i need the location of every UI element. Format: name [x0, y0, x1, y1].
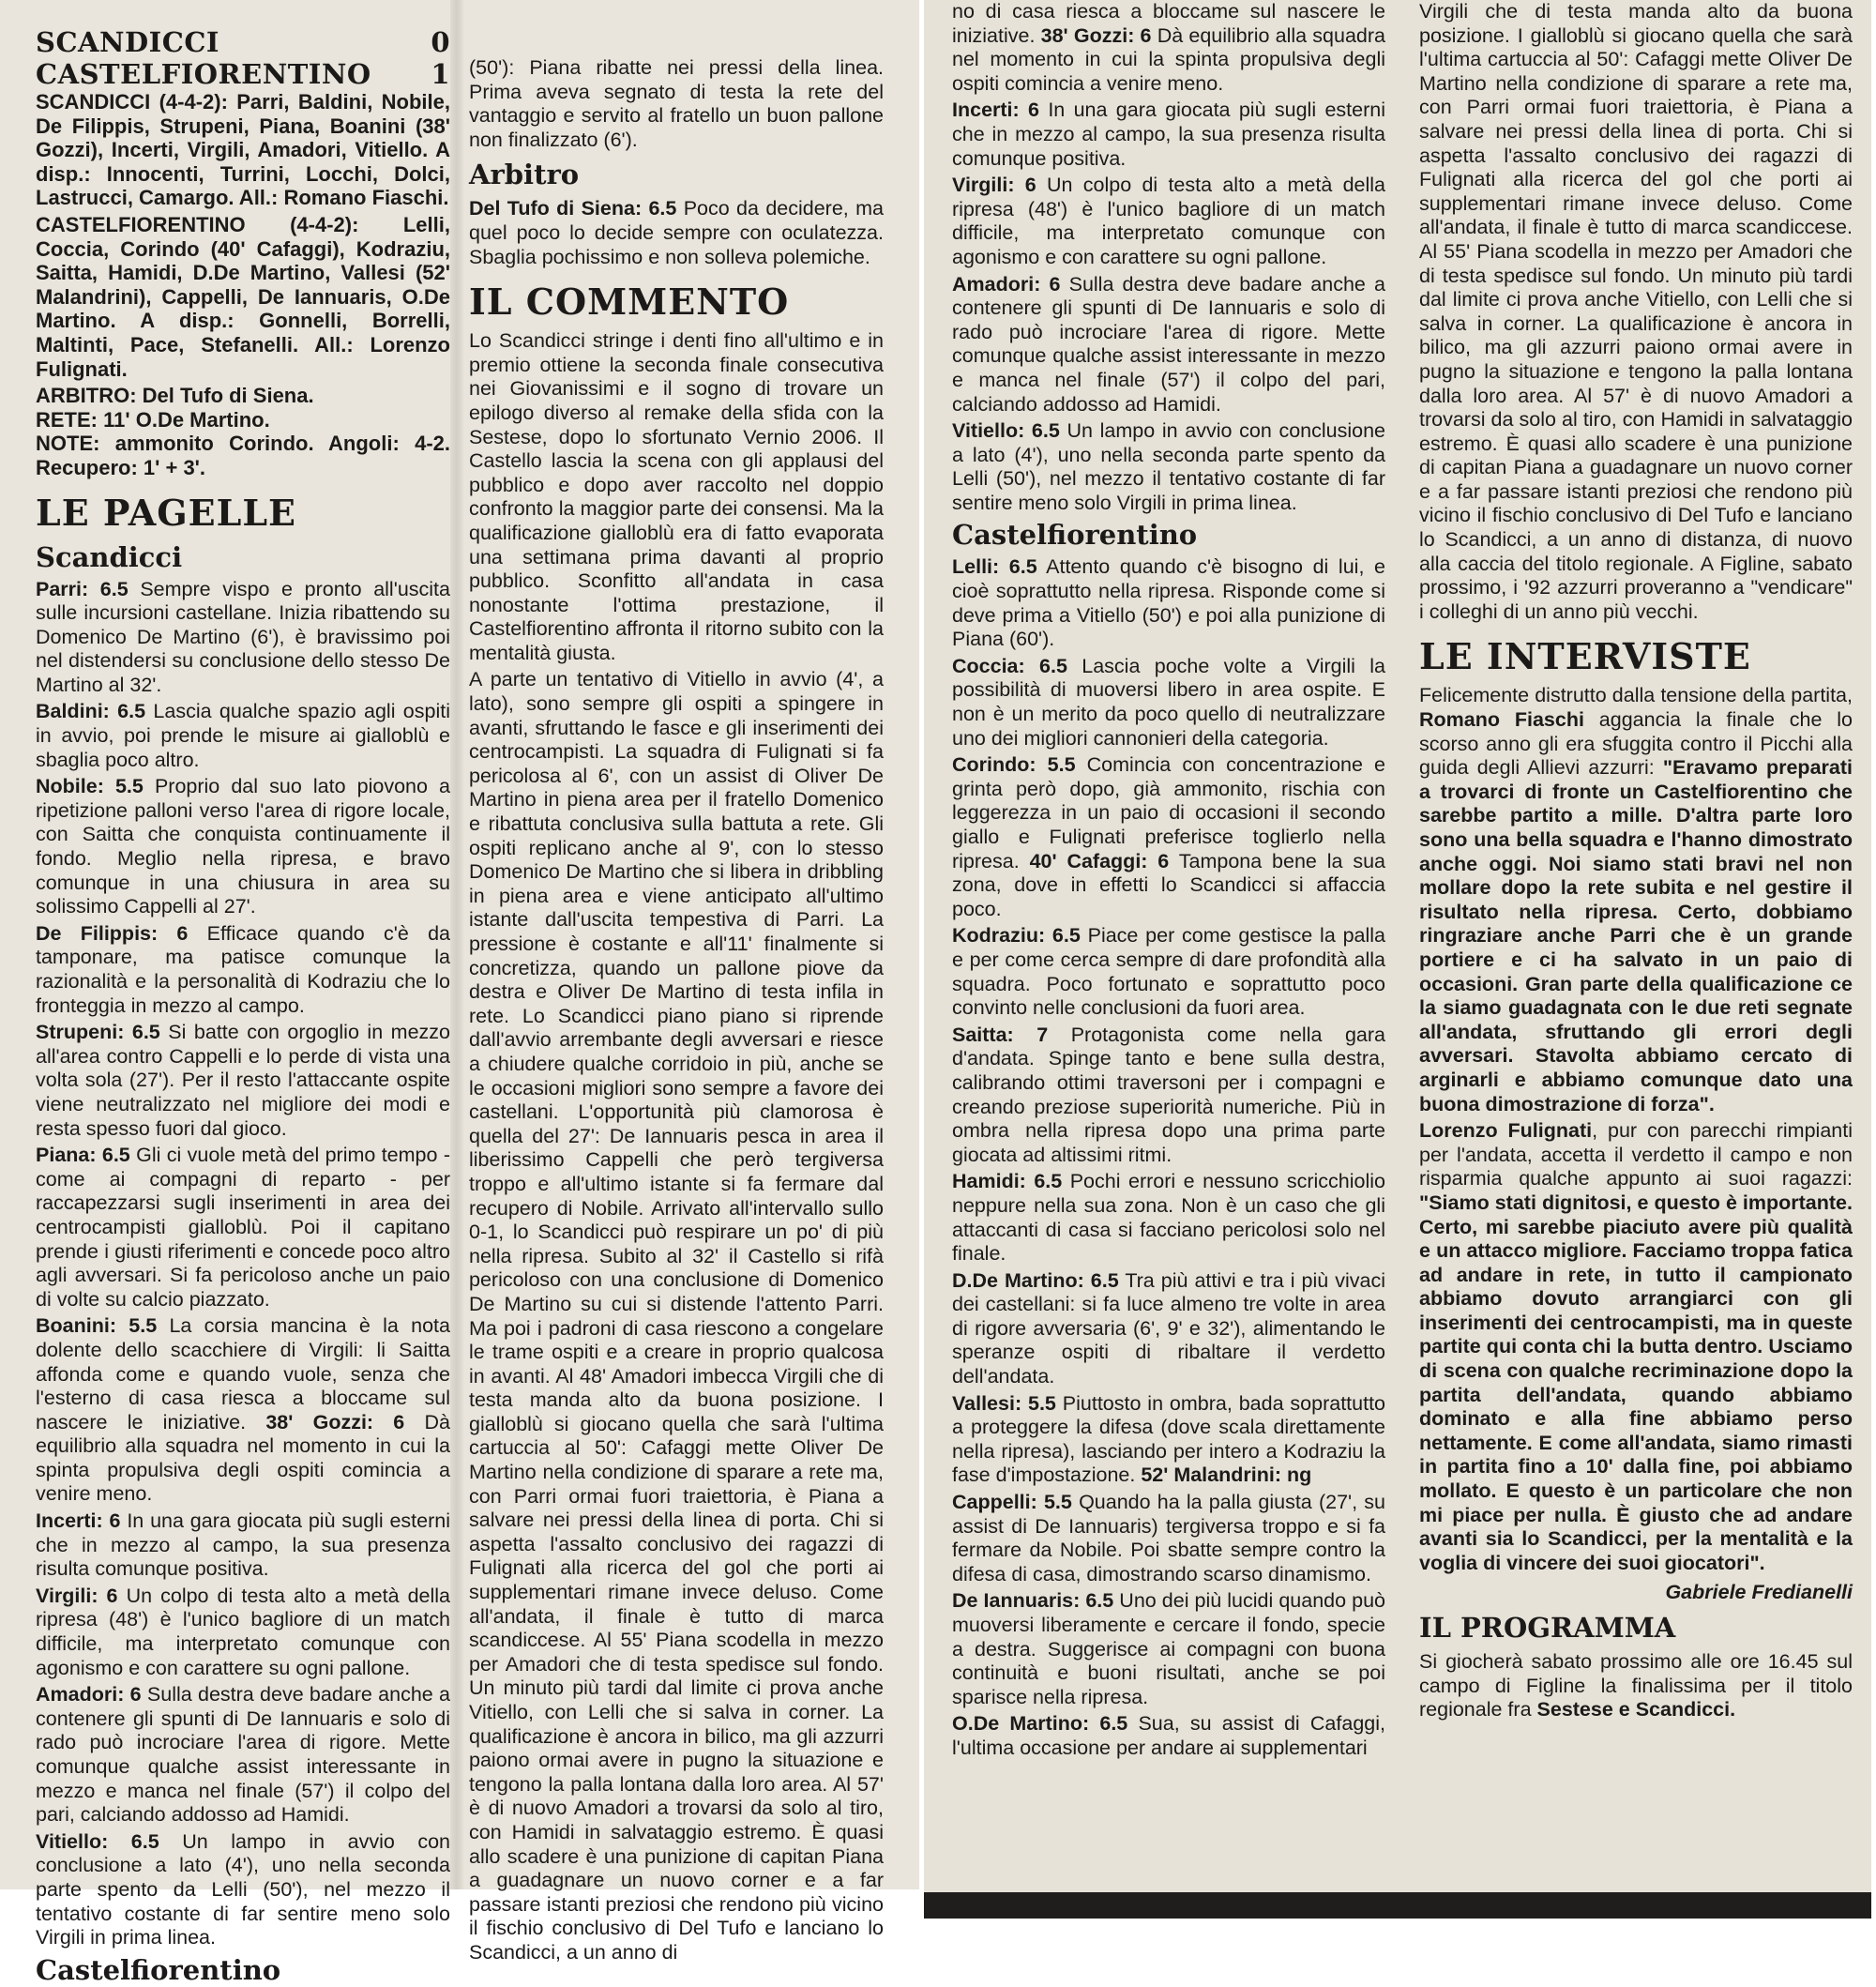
player-comment: Piace per come gestisce la palla e per come cerca sempre di dare profondità alla squadra. Poco fortunato e soprattutto poco convinto nelle conclusioni da fuori area. [952, 924, 1385, 1020]
programma-title: IL PROGRAMMA [1419, 1612, 1676, 1644]
home-team: SCANDICCI [36, 26, 219, 58]
column-3 [952, 0, 1385, 1919]
player-comment: Un lampo in avvio con conclusione a lato (4'), uno nella seconda parte spento da Lelli (50'), nel mezzo il tentativo costante di far sentire meno solo Virgili in prima linea. [952, 419, 1385, 514]
player-name-rating: Virgili: 6 [952, 174, 1036, 197]
rete-line: RETE: 11' O.De Martino. [36, 407, 270, 432]
lineup-away: CASTELFIORENTINO (4-4-2): Lelli, Coccia, Corindo (40' Cafaggi), Kodraziu, Saitta, Hamidi, D.De Martino, Vallesi (52' Malandrini), Cappelli, De Iannuaris, O.De Martino. A disp.: Gonnelli, Borrelli, Maltinti, Pace, Stefanelli. All.: Lorenzo Fulignati. [36, 212, 450, 381]
substitute-comment: Dà equilibrio alla squadra nel momento in cui la spinta propulsiva degli ospiti comincia a venire meno. [952, 23, 1386, 95]
player-rating [952, 1392, 1385, 1488]
player-name-rating: Coccia: 6.5 [952, 654, 1067, 677]
interview-fulignati [1419, 1119, 1853, 1575]
castelfiorentino-title: Castelfiorentino [952, 519, 1198, 552]
player-rating [36, 1144, 450, 1312]
player-rating [952, 1491, 1385, 1586]
player-comment: Lascia poche volte a Virgili la possibilità di muoversi libero in area ospite. E non è un merito da poco quello di neutralizzare uno dei migliori cannonieri della categoria. [952, 654, 1385, 750]
away-goals: 1 [431, 58, 450, 90]
newspaper-photo-left [0, 0, 919, 1986]
programma-teams: Sestese e Scandicci. [1536, 1698, 1736, 1722]
player-comment: Efficace quando c'è da tamponare, ma patisce comunque la razionalità e la personalità di Kodraziu che lo fronteggia in mezzo al campo. [36, 921, 450, 1017]
pagelle-title: LE PAGELLE [36, 491, 297, 534]
player-rating [36, 1021, 450, 1141]
ratings-castelfiorentino [952, 555, 1385, 1760]
player-comment: Sulla destra deve badare anche a contenere gli spunti di De Iannuaris e solo di rado può incrociare l'area di rigore. Mette comunque qualche assist interessante in mezzo e manca nel finale (57') il colpo del pari, calciando addosso ad Hamidi. [952, 272, 1385, 416]
interviste-title: LE INTERVISTE [1419, 635, 1751, 678]
player-rating [952, 1589, 1385, 1709]
interview-fiaschi [1419, 684, 1853, 1116]
score-home [36, 26, 450, 58]
player-comment: Lascia qualche spazio agli ospiti in avvio, poi prende le misure ai gialloblù e sbaglia poco altro. [36, 700, 450, 771]
player-comment: Gli ci vuole metà del primo tempo - come ai compagni di reparto - per raccapezzarsi sugli inserimenti in area dei centrocampisti gialloblù. Poi il capitano prende i giusti riferimenti e concede poco altro agli avversari. Si fa pericoloso anche un paio di volte su calcio piazzato. [36, 1144, 450, 1311]
player-name-rating: Strupeni: 6.5 [36, 1021, 160, 1044]
player-rating [952, 273, 1385, 417]
player-rating [952, 555, 1385, 651]
player-comment: Piuttosto in ombra, bada soprattutto a proteggere la difesa (dove scala direttamente nella ripresa), lasciando per intero a Kodraziu la fase d'impostazione. [952, 1391, 1385, 1487]
player-comment: no di casa riesca a bloccame sul nascere le iniziative. [952, 0, 1385, 47]
player-comment: Un lampo in avvio con conclusione a lato (4'), uno nella seconda parte spento da Lelli (50'), nel mezzo il tentativo costante di far sentire meno solo Virgili in prima linea. [36, 1829, 450, 1949]
player-rating [952, 99, 1385, 171]
player-rating [36, 578, 450, 698]
player-comment: Pochi errori e nessuno scricchiolio neppure nella sua zona. Non è un caso che gli attaccanti di casa si facciano pericolosi solo nel finale. [952, 1170, 1385, 1266]
commento-paragraph-2: A parte un tentativo di Vitiello in avvio (4', a lato), sono sempre gli ospiti a spingere in avanti, sfruttando le fasce e gli inserimenti dei centrocampisti. La squadra di Fulignati si fa pericolosa al 6', con un assist di Oliver De Martino in piena area per il fratello Domenico e ribattuta conclusiva sulla battuta a rete. Gli ospiti replicano anche al 9', con lo stesso Domenico De Martino che si libera in dribbling in piena area e viene anticipato all'ultimo istante dall'uscita tempestiva di Parri. La pressione è costante e all'11' finalmente si concretizza, quando un pallone piove da destra e Oliver De Martino di testa infila in rete. Lo Scandicci piano piano si riprende dall'avvio arrembante degli avversari e riesce a chiudere qualche corridoio in più, anche se le occasioni migliori sono sempre a favore dei castellani. L'opportunità più clamorosa è quella del 27': De Iannuaris pesca in area il liberissimo Cappelli che però tergiversa troppo e all'ultimo istante si fa fermare dal recupero di Nobile. Arrivato all'intervallo sullo 0-1, lo Scandicci può respirare un po' di più nella ripresa. Subito al 32' il Castello si rifà pericoloso con una conclusione di Domenico De Martino su cui si distende l'attento Parri. Ma poi i padroni di casa riescono a congelare le trame ospiti e a creare in proprio qualcosa in avanti. Al 48' Amadori imbecca Virgili che di testa manda alto da buona posizione. I gialloblù si giocano quella che sarà l'ultima cartuccia al 50': Cafaggi mette Oliver De Martino nella condizione di sparare a rete ma, con Parri ormai fuori traiettoria, è Piana a salvare nei pressi della linea di porta. Chi si aspetta l'assalto conclusivo dei ragazzi di Fulignati alla ricerca del gol che porti ai supplementari rimane invece deluso. Come all'andata, il finale è tutto di marca scandiccese. Al 55' Piana scodella in mezzo per Amadori che di testa spedisce sul fondo. Un minuto più tardi dal limite ci prova anche Vitiello, con Lelli che si salva in corner. La qualificazione è ancora in bilico, ma gli azzurri paiono ormai avere in pugno la situazione e tengono la palla lontana dalla loro area. Al 57' è di nuovo Amadori a trovarsi da solo al tiro, con Hamidi in salvataggio estremo. È quasi allo scadere è una punizione di capitan Piana a guadagnare un nuovo corner e a far passare istanti preziosi che rendono più vicino il fischio conclusivo di Del Tufo e lanciano lo Scandicci, a un anno di [469, 668, 884, 1964]
player-name-rating: De Filippis: 6 [36, 921, 189, 945]
player-rating [36, 922, 450, 1018]
player-name-rating: Hamidi: 6.5 [952, 1170, 1063, 1193]
ratings-scandicci [36, 578, 450, 1950]
player-rating [36, 1585, 450, 1680]
player-rating [952, 0, 1385, 96]
arbitro-line: ARBITRO: Del Tufo di Siena. [36, 384, 314, 408]
player-name-rating: Parri: 6.5 [36, 577, 129, 600]
interview-fulignati-context: , pur con parecchi rimpianti per l'andata, accetta il verdetto il campo e non risparmia qualche appunto ai suoi ragazzi: [1419, 1119, 1853, 1191]
player-name-rating: Incerti: 6 [36, 1509, 121, 1533]
player-comment: Comincia con concentrazione e grinta però dopo, già ammonito, rischia con leggerezza in un paio di occasioni il secondo giallo e Fulignati preferisce toglierlo nella ripresa. [952, 753, 1385, 872]
substitute-rating: 38' Gozzi: 6 [1040, 23, 1152, 47]
column-4 [1419, 0, 1853, 1919]
player-rating [36, 1830, 450, 1950]
lineup-home: SCANDICCI (4-4-2): Parri, Baldini, Nobile, De Filippis, Strupeni, Piana, Boanini (38' Gozzi), Incerti, Virgili, Amadori, Vitiello. A disp.: Innocenti, Turrini, Locchi, Dolci, Lastrucci, Camargo. All.: Romano Fiaschi. [36, 90, 450, 210]
interview-fulignati-name: Lorenzo Fulignati [1419, 1119, 1593, 1143]
player-name-rating: D.De Martino: 6.5 [952, 1268, 1119, 1292]
interview-fiaschi-name: Romano Fiaschi [1419, 708, 1584, 732]
scandicci-title: Scandicci [36, 540, 183, 573]
player-name-rating: Amadori: 6 [952, 272, 1061, 296]
player-name-rating: O.De Martino: 6.5 [952, 1712, 1128, 1736]
player-name-rating: Piana: 6.5 [36, 1144, 130, 1167]
arbitro-text: Poco da decidere, ma quel poco lo decide sempre con oculatezza. Sbaglia pochissimo e non solleva polemiche. [469, 197, 884, 268]
note-line: NOTE: ammonito Corindo. Angoli: 4-2. Recupero: 1' + 3'. [36, 432, 450, 479]
commento-paragraph-1: Lo Scandicci stringe i denti fino all'ultimo e in premio ottiene la seconda finale consecutiva nei Giovanissimi e il sogno di trovare un epilogo diverso al remake della sfida con la Sestese, dopo lo sfortunato Vernio 2006. Il Castello lascia la scena con gli applausi del pubblico e dopo aver raccolto nel doppio confronto la maggior parte dei consensi. Ma la qualificazione gialloblù era di fatto evaporata una settimana prima davanti al proprio pubblico. Sconfitto all'andata in casa nonostante l'ottima prestazione, il Castelfiorentino affronta il ritorno subito con la mentalità giusta. [469, 329, 884, 664]
player-name-rating: Cappelli: 5.5 [952, 1491, 1072, 1514]
player-comment: Quando ha la palla giusta (27', su assist di De Iannuaris) tergiversa troppo e si fa fermare da Nobile. Poi sbatte sempre contro la difesa di casa, dimostrando scarso dinamismo. [952, 1491, 1385, 1585]
column-2 [469, 56, 884, 1964]
player-name-rating: Amadori: 6 [36, 1683, 142, 1706]
player-rating [952, 174, 1385, 269]
newspaper-photo-right [924, 0, 1871, 1919]
player-rating [952, 753, 1385, 921]
player-rating [952, 1170, 1385, 1266]
player-name-rating: Baldini: 6.5 [36, 700, 146, 723]
player-rating [36, 700, 450, 772]
castelfiorentino-partial-title: Castelfiorentino [36, 1953, 281, 1986]
player-comment: Tra più attivi e tra i più vivaci dei castellani: si fa luce almeno tre volte in area di rigore avversaria (6', 9' e 32'), alimentando le speranze ospiti di ribaltare il verdetto dell'andata. [952, 1268, 1385, 1388]
player-name-rating: Vitiello: 6.5 [36, 1829, 159, 1853]
player-comment: Sempre vispo e pronto all'uscita sulle incursioni castellane. Inizia ribattendo su Domenico De Martino (6'), è bravissimo poi nel distendersi su conclusione dello stesso De Martino al 32'. [36, 577, 450, 696]
player-comment: Protagonista come nella gara d'andata. Spinge tanto e bene sulla destra, calibrando ottimi traversoni per i compagni e creando preziose superiorità numeriche. Più in ombra nella ripresa dopo una prima parte giocata ad altissimi ritmi. [952, 1023, 1385, 1166]
player-comment: Proprio dal suo lato piovono a ripetizione palloni verso l'area di rigore locale, con Saitta che conquista continuamente il fondo. Meglio nella ripresa, e bravo comunque in una chiusura in area su solissimo Cappelli al 27'. [36, 775, 450, 918]
player-rating [952, 655, 1385, 751]
player-name-rating: Incerti: 6 [952, 99, 1039, 122]
arbitro-rating [469, 197, 884, 269]
player-name-rating: Corindo: 5.5 [952, 753, 1076, 777]
player-comment: Sulla destra deve badare anche a contenere gli spunti di De Iannuaris e solo di rado può incrociare l'area di rigore. Mette comunque qualche assist interessante in mezzo e manca nel finale (57') il colpo del pari, calciando addosso ad Hamidi. [36, 1683, 450, 1827]
player-name-rating: Boanini: 5.5 [36, 1314, 158, 1338]
player-comment: Si batte con orgoglio in mezzo all'area contro Cappelli e lo perde di vista una volta sola (27'). Per il resto l'attaccante ospite viene neutralizzato nel migliore dei modi e resta spesso fuori dal gioco. [36, 1021, 450, 1140]
arbitro-title: Arbitro [469, 159, 580, 191]
player-rating [36, 1314, 450, 1507]
substitute-rating: 40' Cafaggi: 6 [1029, 849, 1170, 872]
player-comment: In una gara giocata più sugli esterni che in mezzo al campo, la sua presenza risulta comunque positiva. [36, 1509, 450, 1581]
player-name-rating: Virgili: 6 [36, 1584, 118, 1607]
player-comment: Sua, su assist di Cafaggi, l'ultima occasione per andare ai supplementari [952, 1712, 1385, 1759]
bottom-dark-strip [924, 1892, 1871, 1919]
commento-continued: Virgili che di testa manda alto da buona posizione. I gialloblù si giocano quella che sarà l'ultima cartuccia al 50': Cafaggi mette Oliver De Martino nella condizione di sparare a rete ma, con Parri ormai fuori traiettoria, è Piana a salvare nei pressi della linea di porta. Chi si aspetta l'assalto conclusivo dei ragazzi di Fulignati alla ricerca del gol che porti ai supplementari rimane invece deluso. Come all'andata, il finale è tutto di marca scandiccese. Al 55' Piana scodella in mezzo per Amadori che di testa spedisce sul fondo. Un minuto più tardi dal limite ci prova anche Vitiello, con Lelli che si salva in corner. La qualificazione è ancora in bilico, ma gli azzurri paiono ormai avere in pugno la situazione e tengono la palla lontana dalla loro area. Al 57' è di nuovo Amadori a trovarsi da solo al tiro, con Hamidi in salvataggio estremo. È quasi allo scadere è una punizione di capitan Piana a guadagnare un nuovo corner e a far passare istanti preziosi che rendono più vicino il fischio conclusivo di Del Tufo e lanciano lo Scandicci, a un anno di distanza, di nuovo alla caccia del titolo regionale. A Figline, sabato prossimo, i '92 azzurri proveranno a "vendicare" i colleghi di un anno più vecchi. [1419, 0, 1853, 623]
player-rating [36, 1683, 450, 1828]
score-away [36, 58, 450, 90]
substitute-comment: Tampona bene la sua zona, dove in effetti lo Scandicci si affaccia poco. [952, 849, 1385, 920]
ratings-scandicci-continued [952, 0, 1385, 515]
player-rating [952, 419, 1385, 515]
player-name-rating: Vallesi: 5.5 [952, 1391, 1056, 1415]
interview-fulignati-quote: "Siamo stati dignitosi, e questo è importante. Certo, mi sarebbe piaciuto avere più qualità e un attacco migliore. Facciamo troppa fatica ad andare in rete, in tutto il campionato abbiamo dovuto arrangiarci con gli inserimenti dei centrocampisti, ma in queste partite qui conta chi la butta dentro. Usciamo di scena con qualche recriminazione dopo la partita dell'andata, quando abbiamo dominato e alla fine abbiamo perso nettamente. E come all'andata, siamo rimasti in partita fino a 10' dalla fine, poi abbiamo mollato. E questo è un particolare che non mi piace per nulla. È giusto che ad andare avanti sia lo Scandicci, per la mentalità e la voglia di vincere dei suoi giocatori". [1419, 1191, 1853, 1574]
page-fold [450, 0, 463, 1889]
player-comment: Attento quando c'è bisogno di lui, e cioè soprattutto nella ripresa. Risponde come si deve prima a Vitiello (50') e poi alla punizione di Piana (60'). [952, 555, 1385, 651]
player-rating [952, 924, 1385, 1020]
player-rating [952, 1024, 1385, 1168]
player-name-rating: Vitiello: 6.5 [952, 419, 1060, 443]
substitute-comment: Dà equilibrio alla squadra nel momento in cui la spinta propulsiva degli ospiti comincia a venire meno. [36, 1410, 450, 1506]
player-rating [36, 1509, 450, 1582]
col2-intro: (50'): Piana ribatte nei pressi della linea. Prima aveva segnato di testa la rete del vantaggio e servito al fratello un buon pallone non finalizzato (6'). [469, 56, 884, 151]
column-1 [36, 26, 450, 1986]
substitute-rating: 38' Gozzi: 6 [265, 1410, 405, 1433]
player-name-rating: Saitta: 7 [952, 1023, 1049, 1046]
substitute-rating: 52' Malandrini: ng [1141, 1464, 1312, 1487]
player-name-rating: Lelli: 6.5 [952, 555, 1037, 579]
interview-fiaschi-quote: "Eravamo preparati a trovarci di fronte un Castelfiorentino che sarebbe partito a mille. D'altra parte loro sono una bella squadra e l'hanno dimostrato anche oggi. Noi siamo stati bravi nel non mollare dopo la rete subita e nel gestire il risultato nella ripresa. Certo, dobbiamo ringraziare anche Parri che è un grande portiere e ci ha salvato in un paio di occasioni. Gran parte della qualificazione ce la siamo guadagnata con le due reti segnate all'andata, sfruttando gli errori degli avversari. Stavolta abbiamo cercato di arginarli e abbiamo comunque dato una buona dimostrazione di forza". [1419, 756, 1853, 1115]
player-name-rating: De Iannuaris: 6.5 [952, 1589, 1114, 1613]
programma-details: Si giocherà sabato prossimo alle ore 16.45 sul campo di Figline la finalissima per il titolo regionale fra [1419, 1650, 1853, 1722]
player-comment: In una gara giocata più sugli esterni che in mezzo al campo, la sua presenza risulta comunque positiva. [952, 99, 1385, 170]
programma-text [1419, 1650, 1853, 1722]
player-comment: Un colpo di testa alto a metà della ripresa (48') è l'unico bagliore di un match difficile, ma interpretato comunque con agonismo e con carattere su ogni pallone. [36, 1584, 450, 1679]
author-signature: Gabriele Fredianelli [1665, 1581, 1853, 1604]
commento-title: IL COMMENTO [469, 281, 790, 324]
arbitro-name: Del Tufo di Siena: 6.5 [469, 197, 677, 220]
player-comment: La corsia mancina è la nota dolente dello scacchiere di Virgili: li Saitta affonda come e quando vuole, senza che l'esterno di casa riesca a bloccame sul nascere le iniziative. [36, 1314, 450, 1433]
player-comment: Un colpo di testa alto a metà della ripresa (48') è l'unico bagliore di un match difficile, ma interpretato comunque con agonismo e con carattere su ogni pallone. [952, 174, 1386, 268]
player-rating [952, 1269, 1385, 1389]
player-name-rating: Kodraziu: 6.5 [952, 924, 1081, 948]
player-comment: Uno dei più lucidi quando può muoversi liberamente e cercare il fondo, specie a destra. Suggerisce ai compagni con buona continuità e buoni risultati, anche se poi sparisce nella ripresa. [952, 1589, 1385, 1708]
player-rating [36, 775, 450, 919]
interview-fiaschi-context: aggancia la finale che lo scorso anno gli era sfuggita contro il Picchi alla guida degli Allievi azzurri: [1419, 708, 1853, 780]
away-team: CASTELFIORENTINO [36, 58, 371, 90]
interview-fiaschi-intro: Felicemente distrutto dalla tensione della partita, [1419, 684, 1853, 707]
home-goals: 0 [431, 26, 450, 58]
player-rating [952, 1712, 1385, 1760]
player-name-rating: Nobile: 5.5 [36, 775, 144, 798]
